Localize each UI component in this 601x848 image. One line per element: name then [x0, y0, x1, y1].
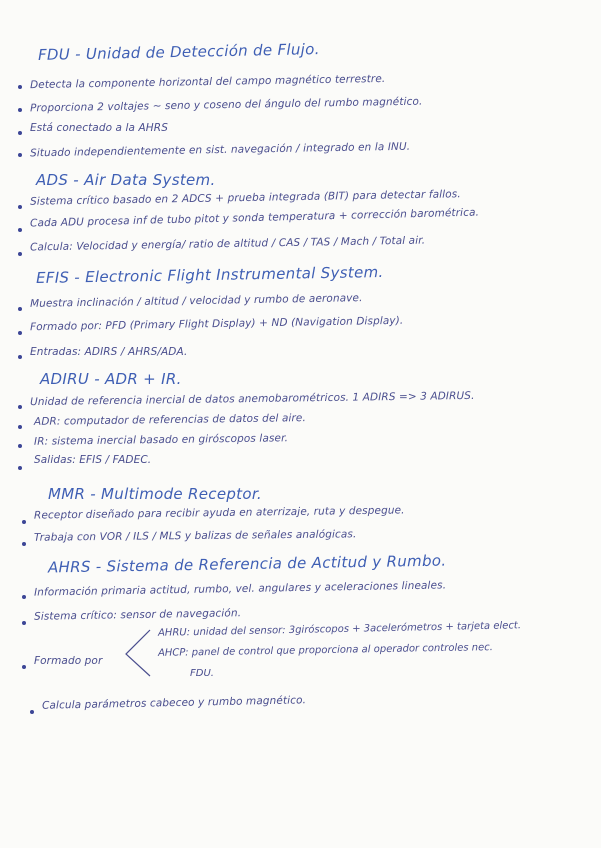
section-title-mmr: MMR - Multimode Receptor. — [48, 485, 262, 503]
sub-item: AHCP: panel de control que proporciona al operador controles nec. — [157, 642, 493, 659]
sub-item: AHRU: unidad del sensor: 3giróscopos + 3acelerómetros + tarjeta elect. — [157, 620, 522, 639]
list-item: Sistema crítico: sensor de navegación. — [33, 607, 242, 623]
list-item: Unidad de referencia inercial de datos anemobarométricos. 1 ADIRS => 3 ADIRUS. — [29, 389, 475, 409]
bullet-dot — [18, 252, 22, 256]
list-item: Receptor diseñado para recibir ayuda en aterrizaje, ruta y despegue. — [33, 504, 405, 522]
list-item: Proporciona 2 voltajes ~ seno y coseno del ángulo del rumbo magnético. — [29, 95, 423, 115]
list-item: Calcula parámetros cabeceo y rumbo magnético. — [41, 694, 307, 712]
bullet-dot — [22, 520, 26, 524]
list-item: Salidas: EFIS / FADEC. — [34, 454, 152, 466]
bullet-dot — [22, 621, 26, 625]
list-item: Muestra inclinación / altitud / velocidad y rumbo de aeronave. — [29, 292, 363, 310]
list-item: Información primaria actitud, rumbo, vel. angulares y aceleraciones lineales. — [33, 579, 447, 599]
bullet-dot — [18, 466, 22, 470]
list-item: Situado independientemente en sist. navegación / integrado en la INU. — [29, 140, 411, 160]
list-item: Formado por: PFD (Primary Flight Display) + ND (Navigation Display). — [29, 314, 404, 334]
bullet-dot — [18, 153, 22, 157]
list-item: Está conectado a la AHRS — [30, 122, 168, 134]
brace-icon — [122, 628, 152, 678]
bullet-dot — [18, 205, 22, 209]
section-title-ahrs: AHRS - Sistema de Referencia de Actitud y Rumbo. — [47, 551, 447, 577]
section-title-adiru: ADIRU - ADR + IR. — [40, 370, 182, 388]
bullet-dot — [18, 444, 22, 448]
bullet-dot — [18, 405, 22, 409]
section-title-fdu: FDU - Unidad de Detección de Flujo. — [37, 40, 320, 64]
list-item: Detecta la componente horizontal del campo magnético terrestre. — [29, 72, 386, 92]
list-item: Calcula: Velocidad y energía/ ratio de altitud / CAS / TAS / Mach / Total air. — [29, 234, 426, 254]
bullet-dot — [30, 710, 34, 714]
list-item: Entradas: ADIRS / AHRS/ADA. — [30, 346, 188, 358]
bullet-dot — [18, 331, 22, 335]
bullet-dot — [18, 228, 22, 232]
list-item: Sistema crítico basado en 2 ADCS + prueba integrada (BIT) para detectar fallos. — [29, 188, 461, 208]
list-item: ADR: computador de referencias de datos del aire. — [33, 412, 306, 428]
section-title-efis: EFIS - Electronic Flight Instrumental System. — [35, 262, 384, 288]
list-item: IR: sistema inercial basado en giróscopos laser. — [33, 432, 289, 448]
list-item: Formado por — [34, 655, 103, 667]
bullet-dot — [18, 108, 22, 112]
list-item: Cada ADU procesa inf de tubo pitot y sonda temperatura + corrección barométrica. — [29, 206, 480, 230]
bullet-dot — [22, 542, 26, 546]
bullet-dot — [18, 307, 22, 311]
section-title-ads: ADS - Air Data System. — [36, 171, 216, 189]
bullet-dot — [18, 425, 22, 429]
bullet-dot — [22, 665, 26, 669]
bullet-dot — [18, 355, 22, 359]
bullet-dot — [18, 131, 22, 135]
bullet-dot — [22, 595, 26, 599]
sub-item: FDU. — [190, 668, 214, 679]
list-item: Trabaja con VOR / ILS / MLS y balizas de señales analógicas. — [33, 528, 357, 544]
bullet-dot — [18, 85, 22, 89]
